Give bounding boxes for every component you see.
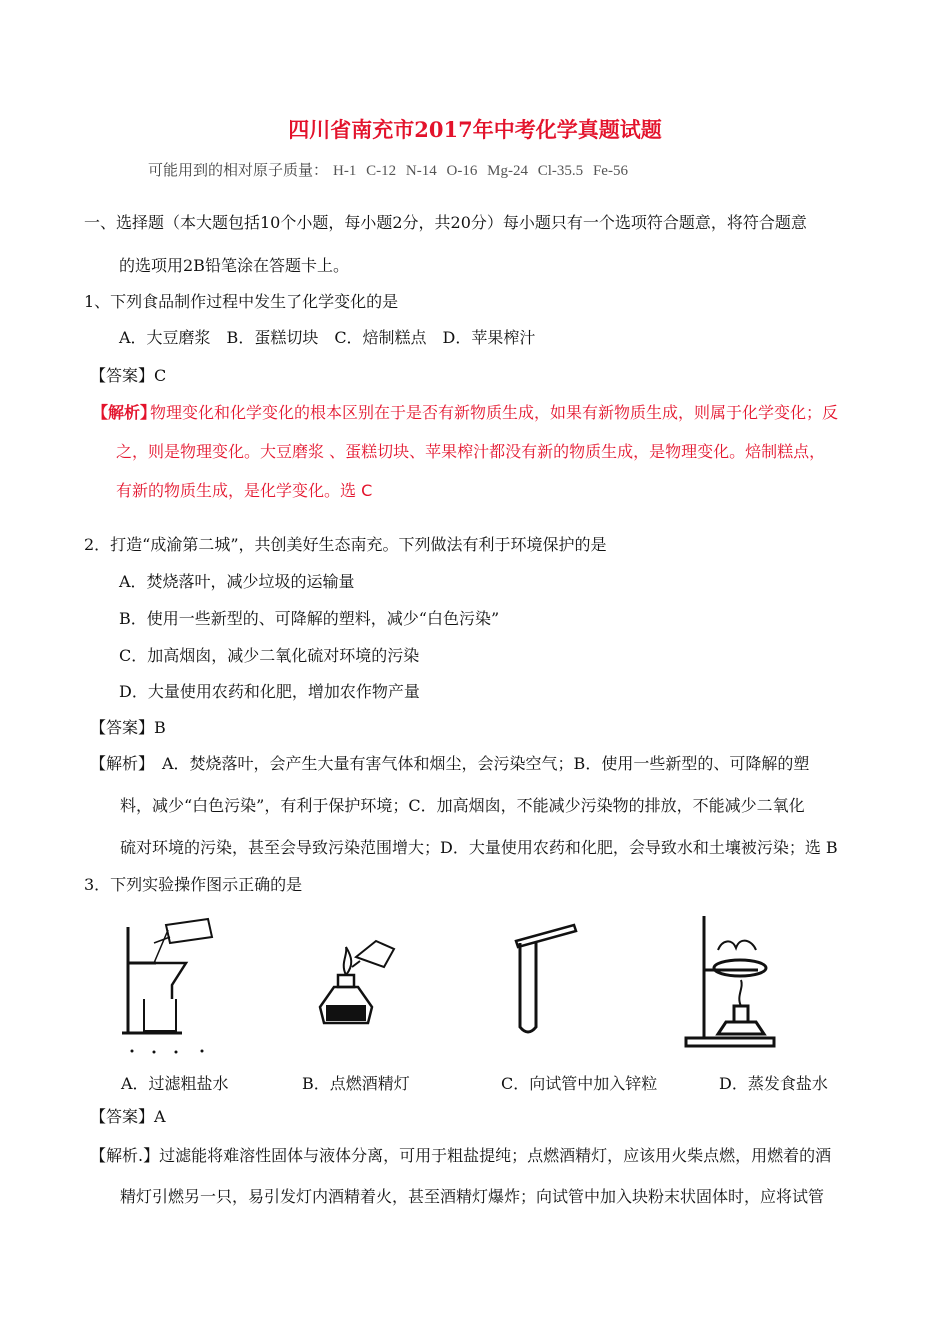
atomic-mass-value: O-16 (446, 163, 478, 179)
q2-option-c: C．加高烟囱，减少二氧化硫对环境的污染 (119, 646, 420, 665)
atomic-mass-value: Mg-24 (487, 163, 528, 179)
atomic-mass-value: Cl-35.5 (537, 163, 584, 179)
q1-answer: 【答案】C (90, 366, 167, 385)
q3-answer: 【答案】A (90, 1107, 166, 1126)
q1-options: A．大豆磨浆 B．蛋糕切块 C．焙制糕点 D．苹果榨汁 (119, 328, 536, 347)
atomic-mass-value: Fe-56 (592, 163, 628, 179)
q2-answer: 【答案】B (90, 718, 166, 737)
q1-analysis-line-1: 物理变化和化学变化的根本区别在于是否有新物质生成，如果有新物质生成，则属于化学变化；反 (150, 403, 839, 422)
atomic-masses-line (148, 160, 628, 181)
test-tube-diagram (500, 915, 585, 1040)
q1-analysis-label: 【解析】 (92, 403, 157, 422)
filtration-diagram (118, 915, 228, 1055)
evaporation-diagram (678, 910, 783, 1050)
section-instructions-line-2: 的选项用2B铅笔涂在答题卡上。 (119, 256, 349, 275)
q2-option-b: B．使用一些新型的、可降解的塑料，减少“白色污染” (119, 609, 500, 628)
q3-caption-d: D．蒸发食盐水 (719, 1074, 828, 1093)
q1-analysis-line-2: 之，则是物理变化。大豆磨浆 、蛋糕切块、苹果榨汁都没有新的物质生成，是物理变化。焙制糕点， (116, 442, 826, 461)
alcohol-lamp-diagram (312, 935, 402, 1030)
q3-caption-a: A．过滤粗盐水 (121, 1074, 229, 1093)
section-instructions-line-1: 一、选择题（本大题包括10个小题，每小题2分，共20分）每小题只有一个选项符合题意，将符合题意 (84, 213, 807, 232)
q3-stem: 3．下列实验操作图示正确的是 (84, 875, 303, 894)
q2-analysis-line-1: 【解析】 A．焚烧落叶，会产生大量有害气体和烟尘，会污染空气；B．使用一些新型的、可降解的塑 (90, 754, 810, 773)
atomic-mass-value: C-12 (366, 163, 397, 179)
q3-analysis-line-2: 精灯引燃另一只，易引发灯内酒精着火，甚至酒精灯爆炸；向试管中加入块粉末状固体时，应将试管 (120, 1187, 825, 1206)
q3-analysis-line-1: 【解析.】过滤能将难溶性固体与液体分离，可用于粗盐提纯；点燃酒精灯，应该用火柴点燃，用燃着的酒 (90, 1146, 832, 1165)
q2-stem: 2．打造“成渝第二城”，共创美好生态南充。下列做法有利于环境保护的是 (84, 535, 607, 554)
q3-caption-b: B．点燃酒精灯 (302, 1074, 410, 1093)
q2-option-d: D．大量使用农药和化肥，增加农作物产量 (119, 682, 420, 701)
q2-option-a: A．焚烧落叶，减少垃圾的运输量 (119, 572, 355, 591)
atomic-mass-value: N-14 (405, 163, 437, 179)
atomic-masses-label: 可能用到的相对原子质量： (148, 161, 329, 179)
q2-analysis-line-3: 硫对环境的污染，甚至会导致污染范围增大；D．大量使用农药和化肥，会导致水和土壤被污染；选 B (120, 838, 838, 857)
q1-analysis-line-3: 有新的物质生成，是化学变化。选 C (116, 481, 373, 500)
page-title: 四川省南充市2017年中考化学真题试题 (288, 117, 662, 142)
atomic-mass-value: H-1 (333, 163, 357, 179)
q2-analysis-line-2: 料，减少“白色污染”，有利于保护环境；C．加高烟囱，不能减少污染物的排放，不能减少二氧化 (120, 796, 805, 815)
q1-stem: 1、下列食品制作过程中发生了化学变化的是 (84, 292, 399, 311)
q3-caption-c: C．向试管中加入锌粒 (501, 1074, 658, 1093)
